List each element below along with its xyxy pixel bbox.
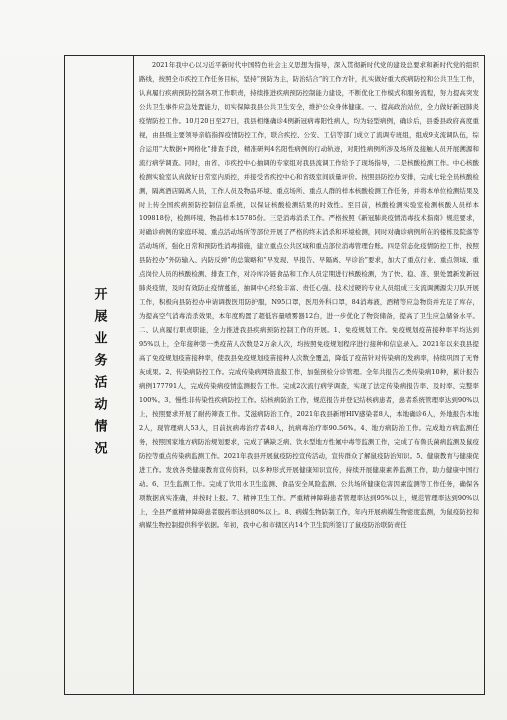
content-column xyxy=(134,56,484,694)
label-column xyxy=(65,56,134,694)
report-form-table xyxy=(64,55,485,695)
section-title: 开展业务活动情况 xyxy=(91,287,107,463)
report-body-text: 2021年我中心以习近平新时代中国特色社会主义思想为指导，深入贯彻新时代党的建设总要求和新时代党的组织路线，按照全市疾控工作任务目标，坚持“预防为主，防治结合”的工作方针，扎实做好重大疾病防控和公共卫生工作，认真履行疾病预防控制各项工作职责，持续推进疾病预防控制能力建设，不断优化工作模式和服务流程，努力提高突发公共卫生事件应急处置能力，切实保障我县公共卫生安全，维护公众身体健康。一、提高政治站位，全力做好新冠肺炎疫情防控工作。10月20日至27日，我县相继确诊4例新冠病毒阳性病人，均为轻型病例，确诊后，县委县政府高度重视，由县级主要领导亲临指挥疫情防控工作，联合疾控、公安、工信等部门成立了流调专班组，组成9支流调队伍，综合运用“大数据+网格化”排查手段，精准研判4名阳性病例的行动轨迹，对阳性病例所涉及场所及接触人员开展溯源和流行病学调查。同时，由省、市疾控中心抽调的专家组对我县流调工作给予了现场指导，二是核酸检测工作。中心核酸检测实验室认真做好日常室内质控，并接受省疾控中心和省级室间质量评价。按照县防控办安排，完成七轮全员核酸检测，隔离酒店隔离人员，工作人员及物品环境、重点场所、重点人群的样本核酸检测工作任务，并将本单位检测结果及时上传全国疾病预防控制信息系统，以保证核酸检测结果的时效性。至目前，核酸检测实验室检测核酸人员样本109818份，检测环境、物品样本15785份。三是消毒消杀工作。严格按照《新冠肺炎疫情消毒技术指南》规范要求，对确诊病例的家庭环境、重点活动场所等部位开展了严格的终末消杀和环境检测，同时对确诊病例所在的楼栋及院落等活动场所，强化日常和预防性消毒措施，建立重点公共区域和重点部位消毒管理台账。四是常态化疫情防控工作，按照县防控办“外防输入、内防反弹”的总策略和“早发现、早报告、早隔离、早诊治”要求，加大了重点行业、重点领域、重点岗位人员的核酸检测、排查工作，对冷库冷链食品和工作人员定期进行核酸检测，为了快、稳、准、狠处置新发新冠肺炎疫情，及时有效防止疫情蔓延，抽调中心经验丰富、责任心强、技术过硬的专业人员组成三支流调溯源尖刀队开展工作，积极向县防控办申请调拨医用防护服，N95口罩，医用外科口罩，84消毒液，酒精等应急物资并充足了库存，为提高空气消毒消杀效果，本年度购置了超低容量喷雾器12台，进一步优化了物资储备，提高了卫生应急储备水平。二、认真履行职责职能，全力推进我县疾病预防控制工作的开展。1、免疫规划工作。免疫规划疫苗接种率平均达到95%以上，全年接种第一类疫苗人次数是2万余人次，均按照免疫规划程序进行接种和信息录入。2021年以来我县提高了免疫规划疫苗接种率，使我县免疫规划疫苗接种人次数全覆盖，降低了疫苗针对传染病的发病率，持续巩固了无脊灰成果。2、传染病防控工作。完成传染病网络直报工作，加强预检分诊管理。全年共报告乙类传染病10种，累计报告病例177791人，完成传染病疫情监测报告工作。完成2次流行病学调查，实现了法定传染病报告率、及时率、完整率100%。3、慢性非传染性疾病防控工作。结核病防治工作，规范报告并登记结核病患者，患者系统管理率达到90%以上，按照要求开展了耐药筛查工作。艾滋病防治工作，2021年我县新增HIV感染者8人，本地确诊6人，外地报告本地2人，现管理病人53人，目前抗病毒治疗者48人，抗病毒治疗率90.56%。4、地方病防治工作。完成地方病监测任务，按照国家地方病防治规划要求，完成了碘缺乏病、饮水型地方性氟中毒等监测工作，完成了布鲁氏菌病监测及鼠疫防控等重点传染病监测工作。2021年我县开展鼠疫防控宣传活动，宣传群众了解鼠疫防治知识。5、健康教育与健康促进工作。发放各类健康教育宣传资料，以多种形式开展健康知识宣传，持续开展健康素养监测工作，助力健康中国行动。6、卫生监测工作。完成了饮用水卫生监测、食品安全风险监测、公共场所健康危害因素监测等工作任务，确保各项数据真实准确，并按时上报。7、精神卫生工作。严重精神障碍患者管理率达到95%以上，规范管理率达到90%以上，全县严重精神障碍患者服药率达到80%以上。8、病媒生物防制工作，年内开展病媒生物密度监测，为鼠疫防控和病媒生物控制提供科学依据。年初，我中心和市辖区内14个卫生院所签订了鼠疫防治联防责任 xyxy=(139,61,479,530)
